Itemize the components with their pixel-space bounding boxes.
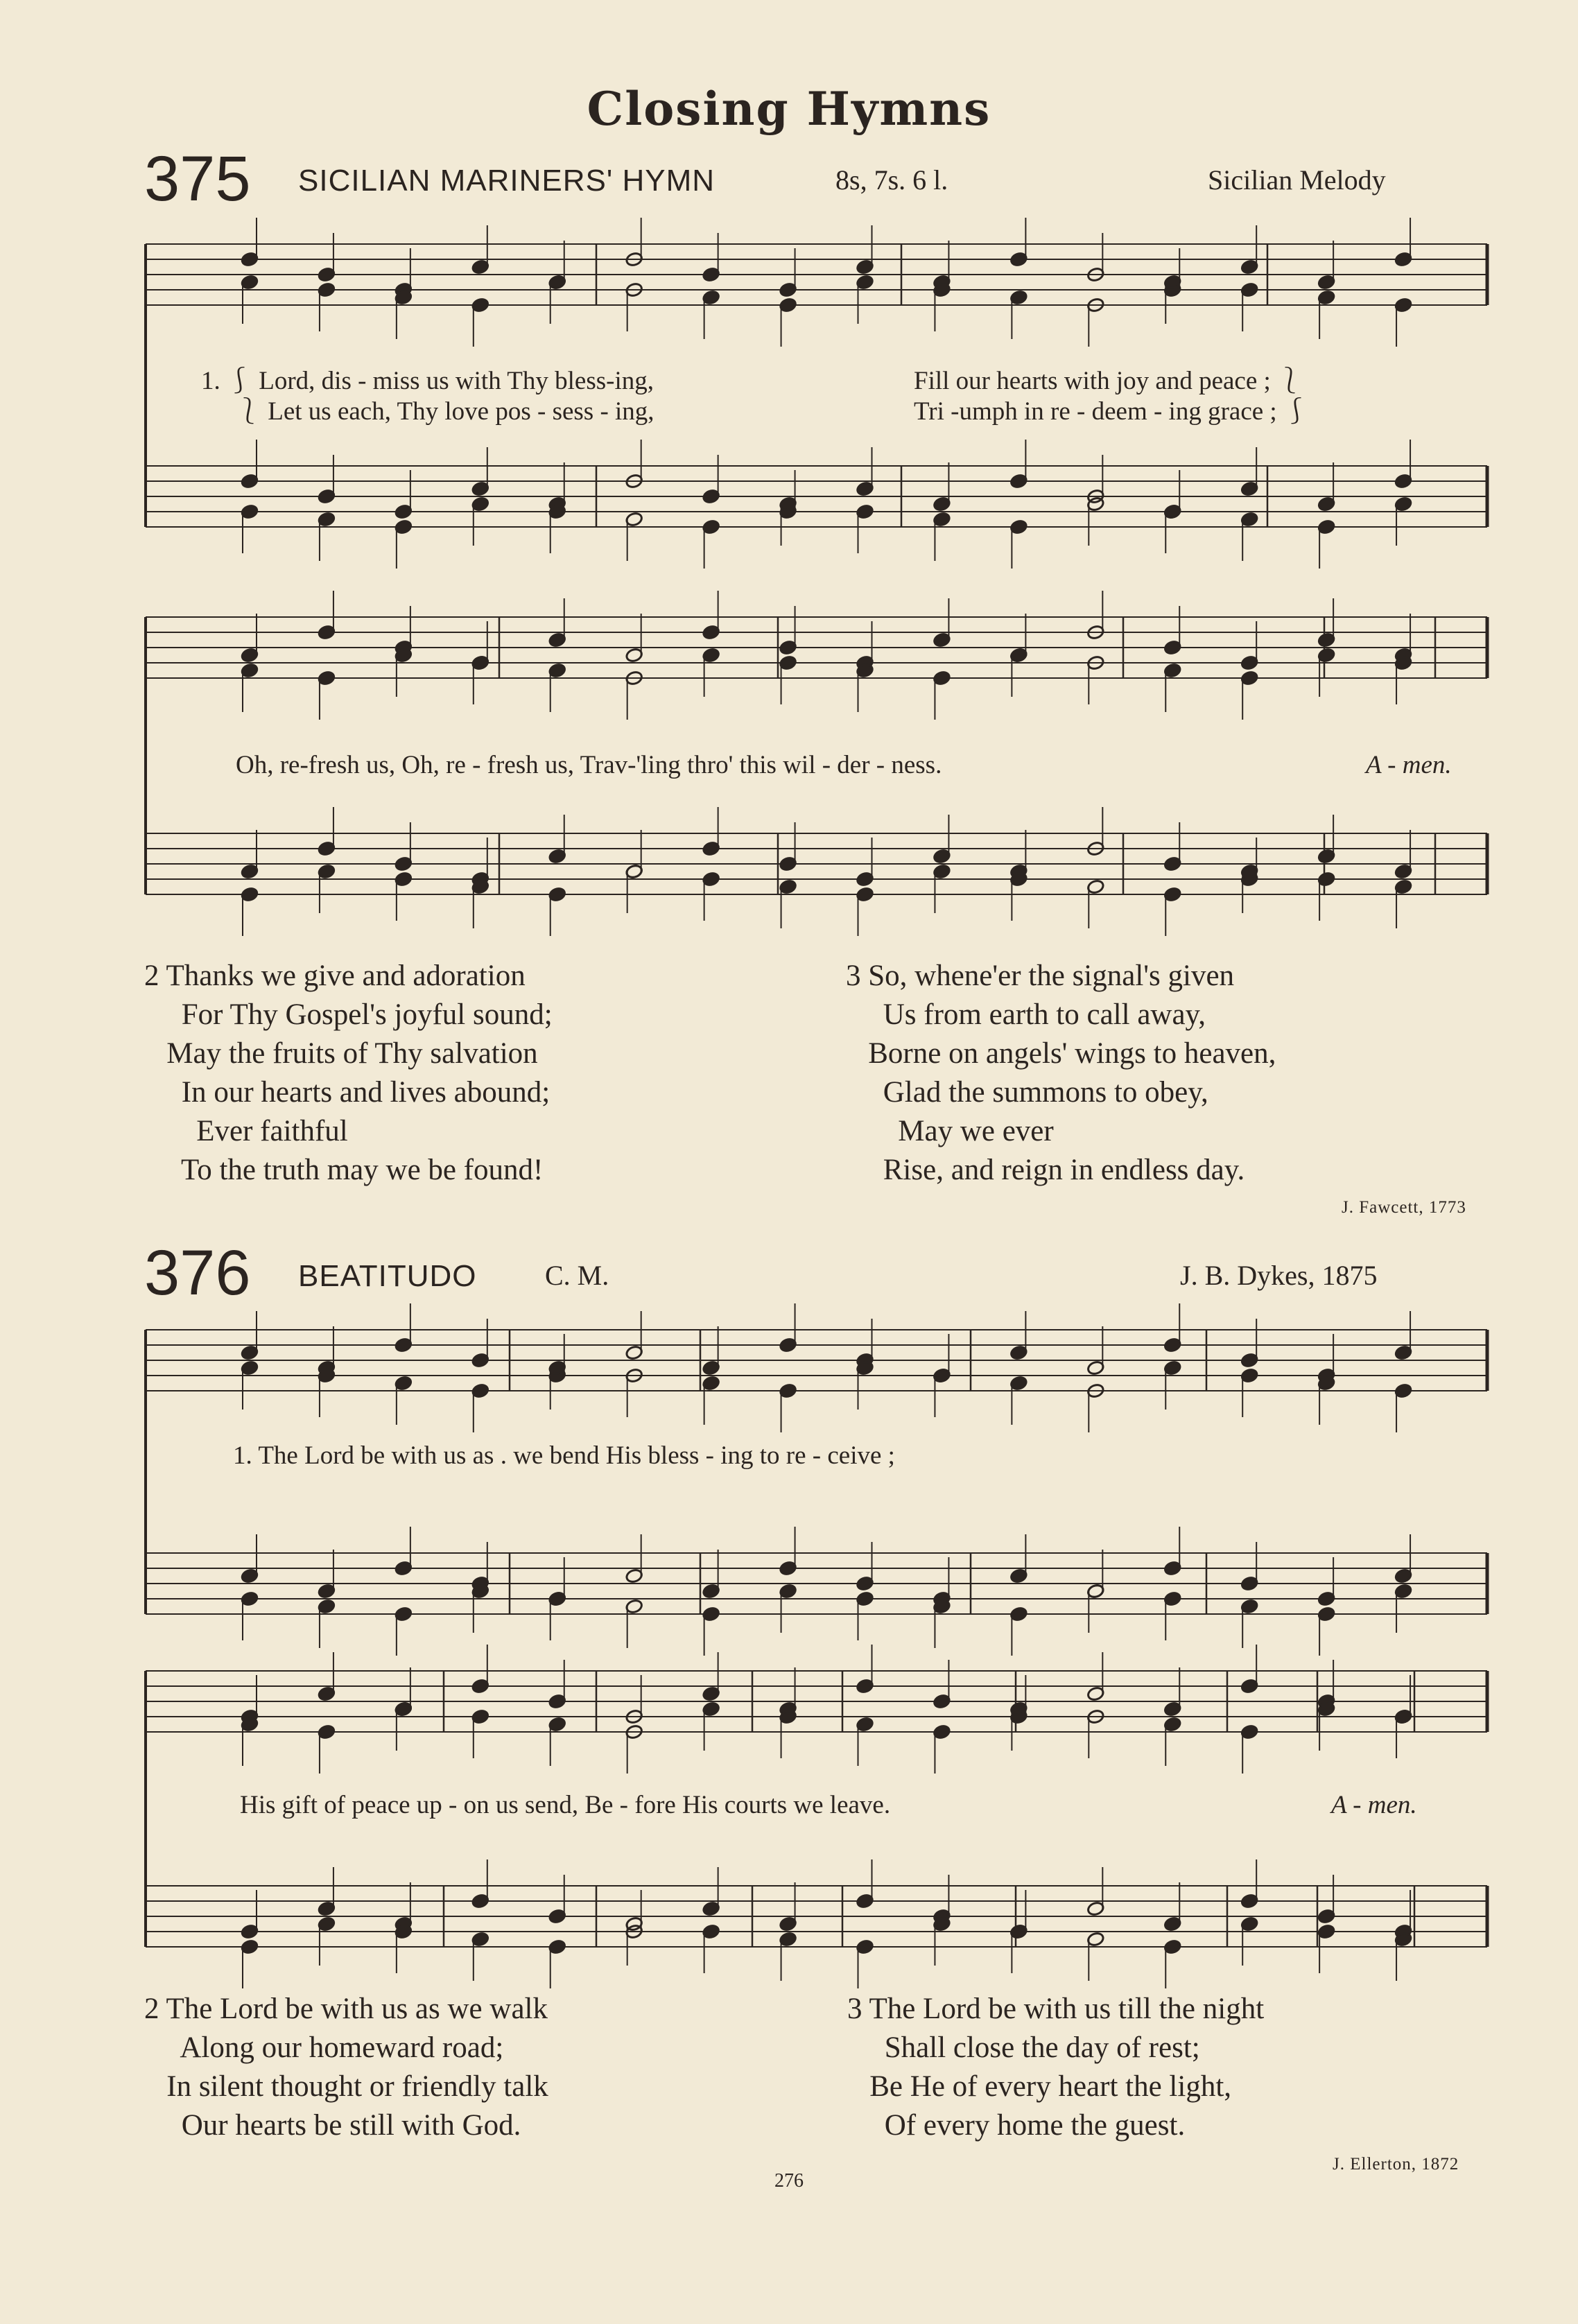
lyrics-375-line2a: ⎱ Let us each, Thy love pos - sess - ing, xyxy=(236,397,654,426)
hymn-number-375: 375 xyxy=(144,144,251,214)
hymn-number-376: 376 xyxy=(144,1238,251,1308)
author-375: J. Fawcett, 1773 xyxy=(1342,1198,1466,1217)
lyrics-375-line3: Oh, re-fresh us, Oh, re - fresh us, Trav-'ling thro' this wil - der - ness. xyxy=(236,751,942,779)
lyrics-375-line1a: 1. ⎰ Lord, dis - miss us with Thy bless-ing, xyxy=(201,367,654,395)
tune-name-376: BEATITUDO xyxy=(298,1259,477,1293)
amen-375: A - men. xyxy=(1366,751,1452,779)
amen-376: A - men. xyxy=(1331,1791,1417,1819)
composer-375: Sicilian Melody xyxy=(1208,164,1386,196)
author-376: J. Ellerton, 1872 xyxy=(1333,2155,1459,2174)
lyrics-375-line2b: Tri -umph in re - deem - ing grace ; ⎰ xyxy=(914,397,1309,426)
tune-name-375: SICILIAN MARINERS' HYMN xyxy=(298,164,716,198)
stanza-376-2: 2 The Lord be with us as we walk Along our homeward road; In silent thought or friendly talk Our hearts be still with God. xyxy=(144,1993,548,2142)
page-number: 276 xyxy=(774,2170,804,2192)
composer-376: J. B. Dykes, 1875 xyxy=(1180,1260,1378,1291)
stanza-375-2: 2 Thanks we give and adoration For Thy Gospel's joyful sound; May the fruits of Thy salvation In our hearts and lives abound; Ever faithful To the truth may we be found! xyxy=(144,960,553,1186)
lyrics-375-line1b: Fill our hearts with joy and peace ; ⎱ xyxy=(914,367,1303,395)
lyrics-376-line2: His gift of peace up - on us send, Be - fore His courts we leave. xyxy=(240,1791,891,1819)
section-title: Closing Hymns xyxy=(587,82,991,136)
meter-375: 8s, 7s. 6 l. xyxy=(835,164,948,196)
meter-376: C. M. xyxy=(545,1260,609,1291)
stanza-375-3: 3 So, whene'er the signal's given Us from earth to call away, Borne on angels' wings to heaven, Glad the summons to obey, May we ever Rise, and reign in endless day. xyxy=(846,960,1276,1186)
stanza-376-3: 3 The Lord be with us till the night Shall close the day of rest; Be He of every heart the light, Of every home the guest. xyxy=(847,1993,1265,2142)
lyrics-376-line1: 1. The Lord be with us as . we bend His bless - ing to re - ceive ; xyxy=(233,1441,895,1470)
